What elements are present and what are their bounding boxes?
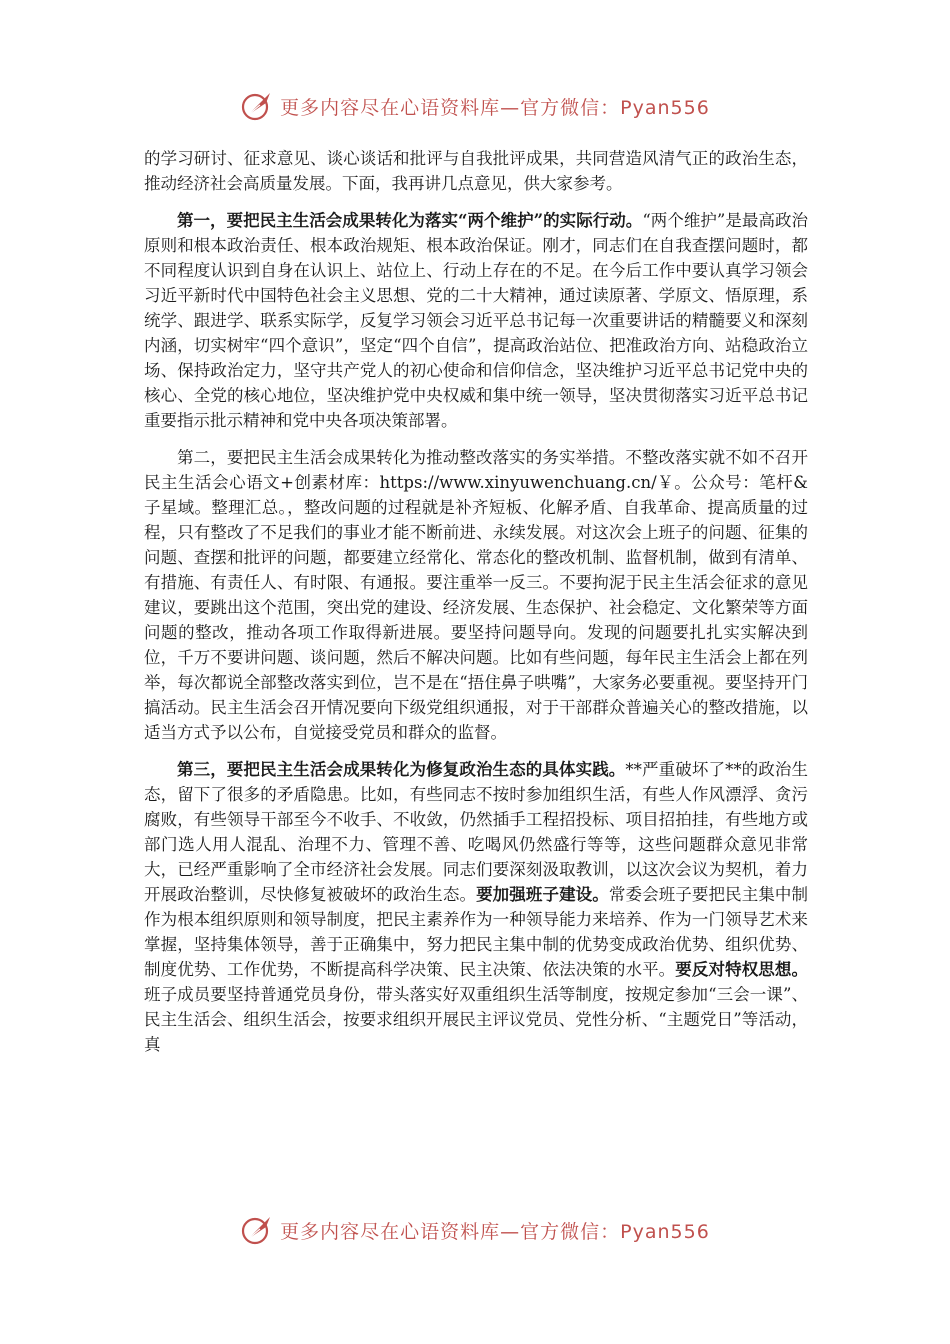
paragraph-third-bold-d: 要反对特权思想。 [675,960,809,979]
paragraph-second [144,445,808,745]
paragraph-first [144,208,808,433]
header-banner-text: 更多内容尽在心语资料库—官方微信：Pyan556 [280,96,710,119]
paragraph-first-heading: 第一，要把民主生活会成果转化为落实“两个维护”的实际行动。 [177,211,643,230]
paragraph-second-heading: 第二，要把民主生活会成果转化为推动整改落实的务实举措。 [177,448,626,467]
quill-logo-icon [240,1213,274,1247]
paragraph-third-body-e: 班子成员要坚持普通党员身份，带头落实好双重组织生活等制度，按规定参加“三会一课”、民主生活会、组织生活会，按要求组织开展民主评议党员、党性分析、“主题党日”等活动，真 [144,985,808,1054]
paragraph-third-body-a: **严重破坏了**的政治生态，留下了很多的矛盾隐患。比如，有些同志不按时参加组织生活，有些人作风漂浮、贪污腐败，有些领导干部至今不收手、不收敛，仍然插手工程招投标、项目招拍挂，有些地方或部门选人用人混乱、治理不力、管理不善、吃喝风仍然盛行等等，这些问题群众意见非常大，已经严重影响了全市经济社会发展。同志们要深刻汲取教训，以这次会议为契机，着力开展政治整训，尽快修复被破坏的政治生态。 [144,760,809,904]
paragraph-third-bold-b: 要加强班子建设。 [476,885,609,904]
paragraph-third-body-c: 常委会班子要把民主集中制作为根本组织原则和领导制度，把民主素养作为一种领导能力来培养、作为一门领导艺术来掌握，坚持集体领导，善于正确集中，努力把民主集中制的优势变成政治优势、组织优势、制度优势、工作优势，不断提高科学决策、民主决策、依法决策的水平。 [144,885,809,979]
footer-banner [0,1210,950,1250]
paragraph-second-body: 不整改落实就不如不召开民主生活会心语文+创素材库：https://www.xinyuwenchuang.cn/￥。公众号：笔杆&子星域。整理汇总。，整改问题的过程就是补齐短板、化解矛盾、自我革命、提高质量的过程，只有整改了不足我们的事业才能不断前进、永续发展。对这次会上班子的问题、征集的问题、查摆和批评的问题，都要建立经常化、常态化的整改机制、监督机制，做到有清单、有措施、有责任人、有时限、有通报。要注重举一反三。不要拘泥于民主生活会征求的意见建议，要跳出这个范围，突出党的建设、经济发展、生态保护、社会稳定、文化繁荣等方面问题的整改，推动各项工作取得新进展。要坚持问题导向。发现的问题要扎扎实实解决到位，千万不要讲问题、谈问题，然后不解决问题。比如有些问题，每年民主生活会上都在列举，每次都说全部整改落实到位，岂不是在“捂住鼻子哄嘴”，大家务必要重视。要坚持开门搞活动。民主生活会召开情况要向下级党组织通报，对于干部群众普遍关心的整改措施，以适当方式予以公布，自觉接受党员和群众的监督。 [144,448,809,742]
paragraph-first-body: “两个维护”是最高政治原则和根本政治责任、根本政治规矩、根本政治保证。刚才，同志们在自我查摆问题时，都不同程度认识到自身在认识上、站位上、行动上存在的不足。在今后工作中要认真学习领会习近平新时代中国特色社会主义思想、党的二十大精神，通过读原著、学原文、悟原理，系统学、跟进学、联系实际学，反复学习领会习近平总书记每一次重要讲话的精髓要义和深刻内涵，切实树牢“四个意识”，坚定“四个自信”，提高政治站位、把准政治方向、站稳政治立场、保持政治定力，坚守共产党人的初心使命和信仰信念，坚决维护习近平总书记党中央的核心、全党的核心地位，坚决维护党中央权威和集中统一领导，坚决贯彻落实习近平总书记重要指示批示精神和党中央各项决策部署。 [144,211,809,430]
quill-logo-icon [240,89,274,123]
document-body [144,146,808,1057]
paragraph-third-heading: 第三，要把民主生活会成果转化为修复政治生态的具体实践。 [177,760,626,779]
footer-banner-text: 更多内容尽在心语资料库—官方微信：Pyan556 [280,1220,710,1243]
header-banner [0,86,950,126]
paragraph-third [144,757,808,1057]
paragraph-intro: 的学习研讨、征求意见、谈心谈话和批评与自我批评成果，共同营造风清气正的政治生态，推动经济社会高质量发展。下面，我再讲几点意见，供大家参考。 [144,149,808,193]
